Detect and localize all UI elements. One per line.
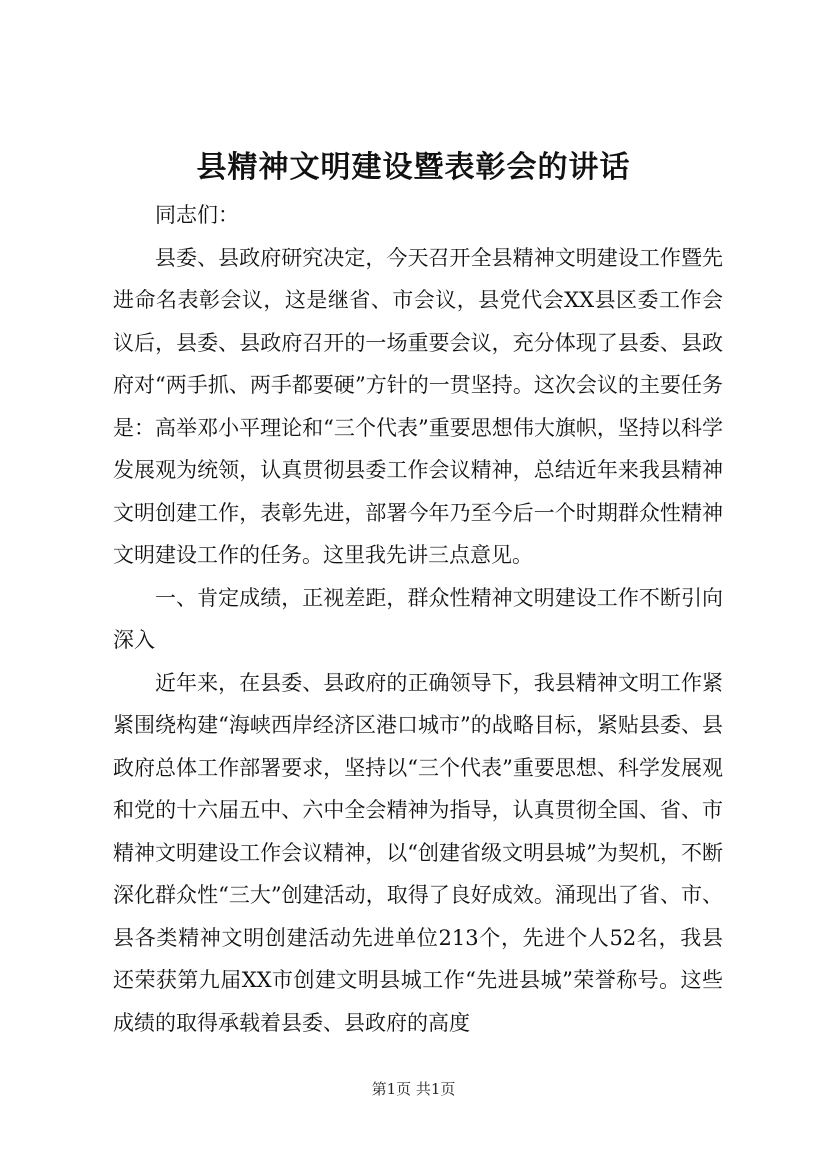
document-title: 县精神文明建设暨表彰会的讲话 <box>196 150 631 185</box>
page-footer: 第1页 共1页 <box>371 1080 456 1098</box>
achievements-paragraph: 近年来，在县委、县政府的正确领导下，我县精神文明工作紧紧围绕构建“海峡西岸经济区港口城市”的战略目标，紧贴县委、县政府总体工作部署要求，坚持以“三个代表”重要思想、科学发展观和党的十六届五中、六中全会精神为指导，认真贯彻全国、省、市精神文明建设工作会议精神，以“创建省级文明县城”为契机，不断深化群众性“三大”创建活动，取得了良好成效。涌现出了省、市、县各类精神文明创建活动先进单位213个，先进个人52名，我县还荣获第九届XX市创建文明县城工作“先进县城”荣誉称号。这些成绩的取得承载着县委、县政府的高度 <box>113 670 723 1035</box>
salutation-paragraph: 同志们： <box>155 203 239 227</box>
intro-paragraph: 县委、县政府研究决定，今天召开全县精神文明建设工作暨先进命名表彰会议，这是继省、市会议，县党代会XX县区委工作会议后，县委、县政府召开的一场重要会议，充分体现了县委、县政府对“两手抓、两手都要硬”方针的一贯坚持。这次会议的主要任务是：高举邓小平理论和“三个代表”重要思想伟大旗帜，坚持以科学发展观为统领，认真贯彻县委工作会议精神，总结近年来我县精神文明创建工作，表彰先进，部署今年乃至今后一个时期群众性精神文明建设工作的任务。这里我先讲三点意见。 <box>113 245 723 567</box>
section-heading-paragraph: 一、肯定成绩，正视差距，群众性精神文明建设工作不断引向深入 <box>113 585 723 652</box>
document-body <box>113 194 723 1044</box>
